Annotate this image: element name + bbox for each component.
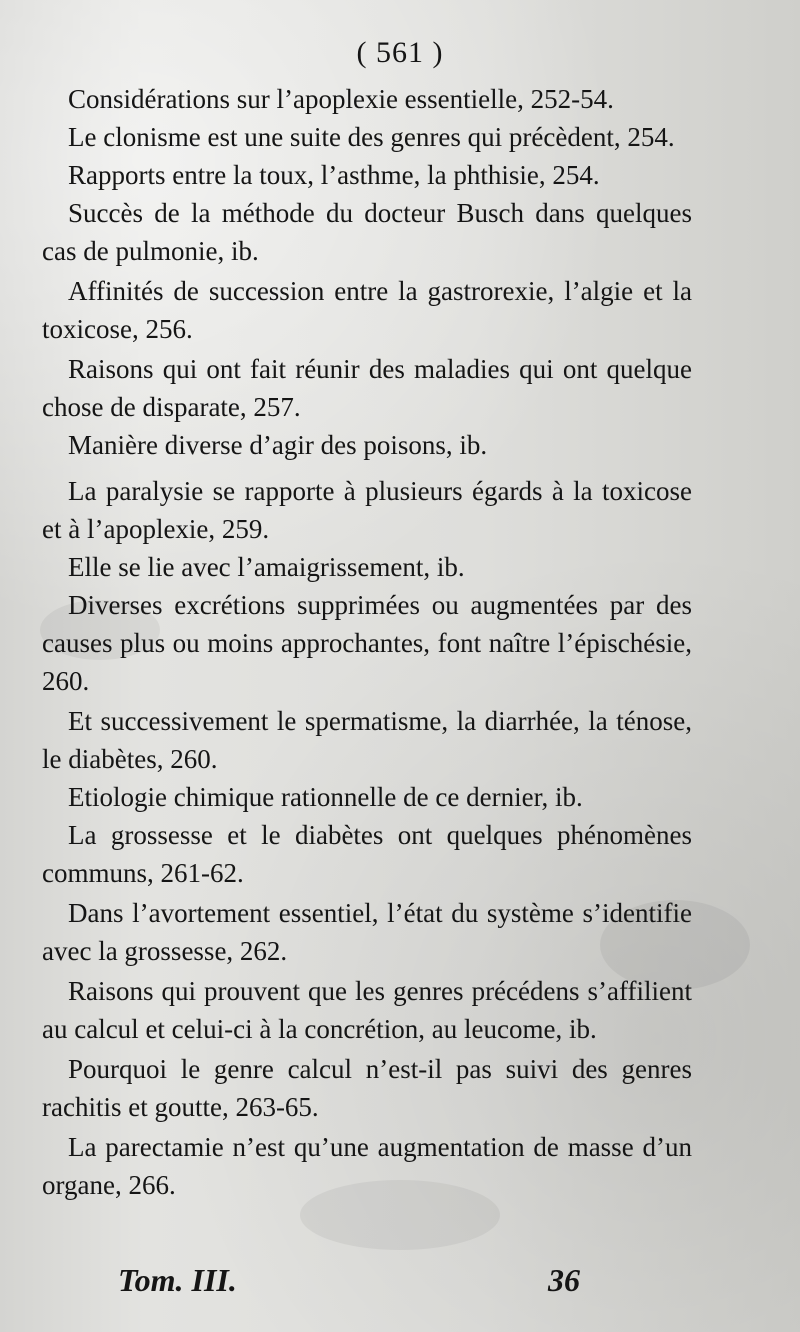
- entry-text: La grossesse et le diabètes ont quelques phénomènes communs, 261-62.: [42, 820, 692, 888]
- entry-text: Manière diverse d’agir des poisons, ib.: [68, 430, 488, 460]
- volume-signature: Tom. III.: [118, 1262, 237, 1298]
- entry-text: La parectamie n’est qu’une augmentation de masse d’un organe, 266.: [42, 1132, 692, 1200]
- entry-text: Succès de la méthode du docteur Busch dans quelques cas de pulmonie, ib.: [42, 198, 692, 266]
- index-entry: [42, 80, 692, 118]
- index-entry: [42, 472, 692, 548]
- entry-text: Raisons qui prouvent que les genres précédens s’affilient au calcul et celui-ci à la concrétion, au leucome, ib.: [42, 976, 692, 1044]
- entry-text: Dans l’avortement essentiel, l’état du système s’identifie avec la grossesse, 262.: [42, 898, 692, 966]
- entry-text: Etiologie chimique rationnelle de ce dernier, ib.: [68, 782, 583, 812]
- index-entry: [42, 1128, 692, 1204]
- index-entry: [42, 702, 692, 778]
- index-entry: [42, 272, 692, 348]
- entry-text: Elle se lie avec l’amaigrissement, ib.: [68, 552, 465, 582]
- index-entry: [42, 586, 692, 700]
- entry-text: Affinités de succession entre la gastrorexie, l’algie et la toxicose, 256.: [42, 276, 692, 344]
- index-entry: [42, 816, 692, 892]
- page-number: ( 561 ): [356, 36, 444, 69]
- page-footer: [118, 1262, 678, 1299]
- index-entry: [42, 894, 692, 970]
- signature-mark: 36: [548, 1262, 580, 1298]
- entry-text: Pourquoi le genre calcul n’est-il pas suivi des genres rachitis et goutte, 263-65.: [42, 1054, 692, 1122]
- entry-text: Et successivement le spermatisme, la diarrhée, la ténose, le diabètes, 260.: [42, 706, 692, 774]
- index-entry: [42, 1050, 692, 1126]
- entry-text: Raisons qui ont fait réunir des maladies qui ont quelque chose de disparate, 257.: [42, 354, 692, 422]
- entry-text: Rapports entre la toux, l’asthme, la phthisie, 254.: [68, 160, 600, 190]
- entry-text: La paralysie se rapporte à plusieurs égards à la toxicose et à l’apoplexie, 259.: [42, 476, 692, 544]
- index-entry: [42, 548, 692, 586]
- entry-text: Le clonisme est une suite des genres qui précèdent, 254.: [68, 122, 675, 152]
- index-entry: [42, 426, 692, 464]
- index-entry: [42, 972, 692, 1048]
- entry-text: Diverses excrétions supprimées ou augmentées par des causes plus ou moins approchantes, font naître l’épischésie, 260.: [42, 590, 692, 696]
- index-entry: [42, 778, 692, 816]
- index-entries: [42, 80, 692, 1204]
- index-entry: [42, 156, 692, 194]
- index-entry: [42, 350, 692, 426]
- index-entry: [42, 194, 692, 270]
- index-entry: [42, 118, 692, 156]
- entry-text: Considérations sur l’apoplexie essentielle, 252-54.: [68, 84, 614, 114]
